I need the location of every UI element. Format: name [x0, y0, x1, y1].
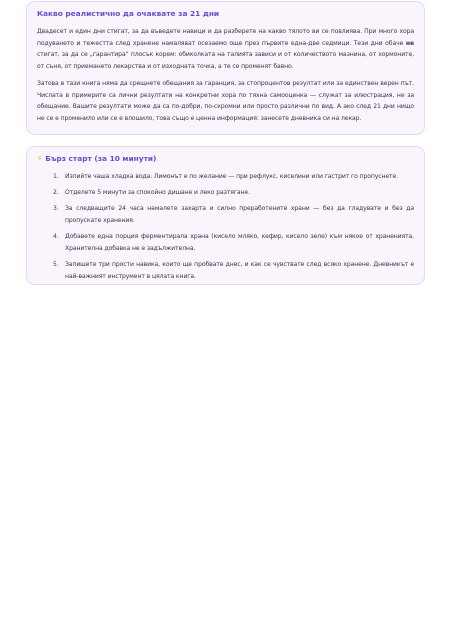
quick-start-title	[37, 154, 414, 164]
step-number: 1.	[53, 173, 59, 180]
step-text: Изпийте чаша хладка вода. Лимонът е по желание — при рефлукс, киселини или гастрит го пропуснете.	[65, 173, 398, 180]
list-item	[37, 259, 414, 283]
step-text: Запишете три прости навика, които ще пробвате днес, и как се чувствате след всяко хранене. Дневникът е най-важният инструмент в цялата книга.	[65, 261, 414, 280]
step-number: 3.	[53, 205, 59, 212]
list-item	[37, 187, 414, 199]
step-number: 2.	[53, 189, 59, 196]
quick-start-title-text: Бърз старт (за 10 минути)	[45, 154, 157, 163]
step-text: Добавете една порция ферментирала храна (кисело мляко, кефир, кисело зеле) към някое от храненията. Хранителна добавка не е задължителна.	[65, 233, 414, 252]
quick-start-steps	[37, 171, 414, 283]
paragraph-1-text-end: стигат, за да се „гарантира“ плосък корем: обиколката на талията зависи и от количеството мазнина, от хормоните, от съня, от приемането лекарства и от изходната точка, а те се променят бавно.	[37, 51, 414, 70]
step-text: За следващите 24 часа намалете захарта и силно преработените храни — без да гладувате и без да пропускате хранения.	[65, 205, 414, 224]
expectations-paragraph-2: Затова в тази книга няма да срещнете обещания за гаранция, за стопроцентов резултат или за единствен верен път. Числата в примерите са лични резултати на конкретни хора по тяхна самооценка — служат за илюстрация, не за обещание. Вашите резултати може да са по-добри, по-скромни или просто различни по вид. А ако след 21 дни нищо не се е променило или се е влошило, това също е ценна информация: занесете дневника си на лекар.	[37, 80, 414, 122]
emphasis-not: не	[405, 39, 414, 47]
quick-start-callout	[26, 146, 425, 285]
list-item	[37, 171, 414, 183]
lightning-bolt-icon: ⚡	[37, 154, 43, 163]
list-item	[37, 203, 414, 227]
expectations-callout	[26, 1, 425, 135]
step-number: 5.	[53, 261, 59, 268]
list-item	[37, 231, 414, 255]
paragraph-1-text-start: Двадесет и един дни стигат, за да въведете навици и да разберете на какво тялото ви се повлиява. При много хора подуването и тежестта след хранене намаляват осезаемо още през първите една-две седмици. Тези дни обаче	[37, 28, 414, 47]
expectations-paragraph-1	[37, 26, 414, 72]
step-number: 4.	[53, 233, 59, 240]
step-text: Отделете 5 минути за спокойно дишане и леко разтягане.	[65, 189, 250, 196]
expectations-title: Какво реалистично да очаквате за 21 дни	[37, 9, 220, 18]
